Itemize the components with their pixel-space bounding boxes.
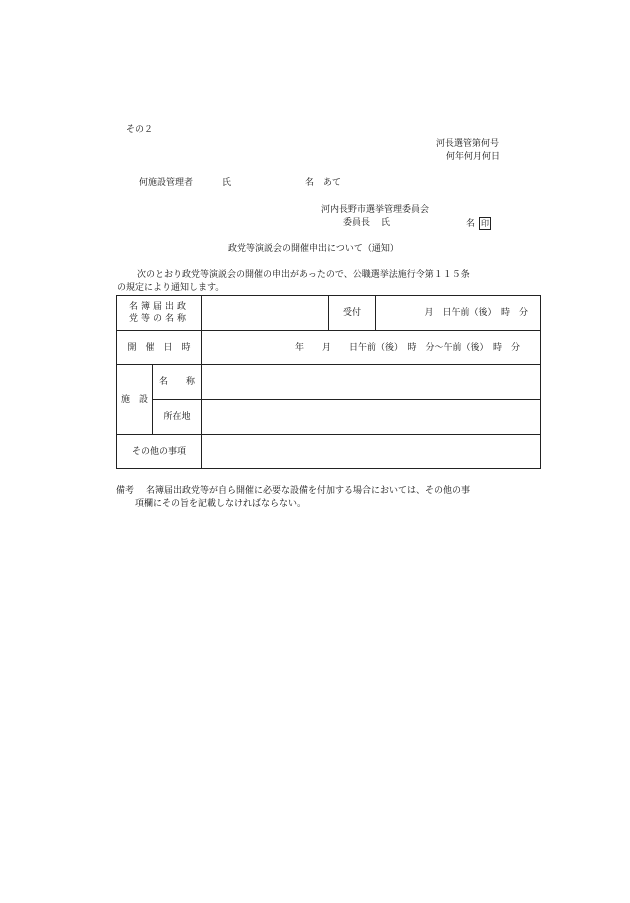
other-matters-label: その他の事項: [131, 446, 186, 457]
sender-title: 委員長: [343, 218, 371, 228]
remarks-line-2: 項欄にその旨を記載しなければならない。: [135, 499, 307, 509]
seal-stamp: 印: [481, 219, 490, 228]
other-matters-field[interactable]: [202, 435, 540, 468]
party-name-label: 名簿届出政 党等の名称: [128, 302, 189, 324]
form-number: その２: [126, 125, 154, 135]
received-label: 受付: [342, 308, 361, 318]
body-line-2: の規定により通知します。: [117, 283, 225, 293]
datetime-value[interactable]: 年 月 日午前（後） 時 分～午前（後） 時 分: [294, 342, 520, 353]
sender-name-prefix: 氏: [381, 218, 391, 228]
datetime-label: 開 催 日 時: [127, 342, 191, 353]
sender-organization: 河内長野市選挙管理委員会: [321, 205, 430, 215]
facility-name-label: 名 称: [158, 377, 195, 387]
facility-address-field[interactable]: [202, 400, 540, 434]
addressee-name-suffix: 名: [305, 178, 315, 188]
addressee-facility-manager: 何施設管理者: [139, 178, 194, 188]
party-name-field[interactable]: [202, 296, 328, 330]
sender-name-suffix: 名 印: [466, 219, 490, 229]
received-value[interactable]: 月 日午前（後） 時 分: [424, 308, 528, 318]
document-number: 河長選管第何号: [436, 139, 500, 149]
remarks-heading: 備考: [116, 486, 135, 496]
document-date: 何年何月何日: [446, 152, 501, 162]
remarks-line-1: 名簿届出政党等が自ら開催に必要な設備を付加する場合においては、その他の事: [146, 486, 471, 496]
addressee-name-prefix: 氏: [222, 178, 232, 188]
document-subject: 政党等演説会の開催申出について（通知）: [228, 244, 399, 254]
addressee-honorific: あて: [323, 178, 342, 188]
body-line-1: 次のとおり政党等演説会の開催の申出があったので、公職選挙法施行令第１１５条: [137, 270, 470, 280]
facility-address-label: 所在地: [163, 412, 191, 422]
facility-name-field[interactable]: [202, 365, 540, 399]
facility-label: 施 設: [120, 394, 148, 405]
